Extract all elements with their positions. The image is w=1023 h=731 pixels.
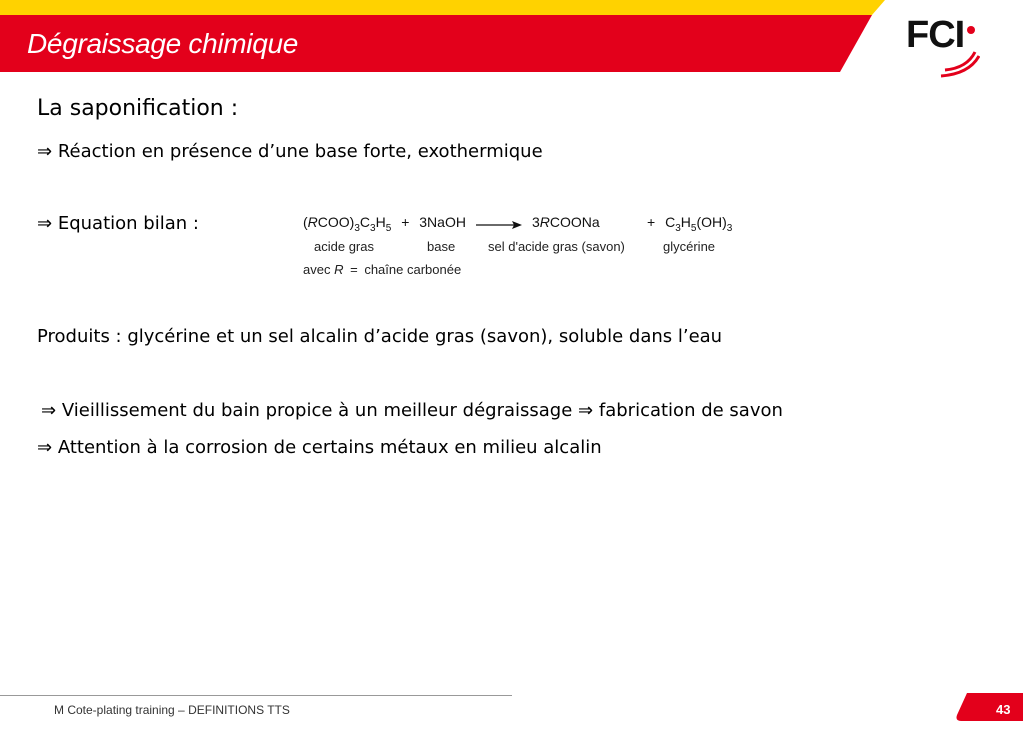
warning-line xyxy=(37,437,602,458)
eq-text: ( xyxy=(303,214,308,230)
eq-r: R xyxy=(307,214,318,230)
chemical-equation xyxy=(303,214,466,234)
eq-text: 3 xyxy=(532,214,540,230)
eq-text: (OH) xyxy=(696,214,727,230)
page-number: 43 xyxy=(996,702,1011,717)
eq-text: H xyxy=(680,214,691,230)
aging-text: Vieillissement du bain propice à un meilleur dégraissage xyxy=(61,400,573,421)
eq-r: R xyxy=(334,262,344,277)
eq-text: chaîne carbonée xyxy=(364,262,462,277)
eq-text: C xyxy=(665,214,676,230)
eq-sub: 3 xyxy=(370,222,376,234)
eq-plus: + xyxy=(647,214,656,230)
eq-r: R xyxy=(539,214,550,230)
section-heading: La saponification : xyxy=(37,96,239,121)
implies-arrow-icon: ⇒ xyxy=(37,437,53,458)
eq-sub: 3 xyxy=(354,222,360,234)
page-number-tab xyxy=(955,693,1023,721)
product-glycerine-formula xyxy=(647,214,732,234)
eq-plus: + xyxy=(401,214,410,230)
equation-label: Equation bilan : xyxy=(57,213,199,234)
implies-arrow-icon: ⇒ xyxy=(37,213,53,234)
eq-text: H xyxy=(375,214,386,230)
footer-text: M Cote-plating training – DEFINITIONS TTS xyxy=(54,703,290,717)
reactant-fatty-acid xyxy=(303,214,392,234)
eq-text: avec xyxy=(303,262,331,277)
equation-legend xyxy=(303,262,461,277)
eq-text: COO) xyxy=(317,214,355,230)
eq-sub: 3 xyxy=(726,222,733,234)
footer-divider xyxy=(0,695,512,696)
label-salt: sel d'acide gras (savon) xyxy=(488,239,625,254)
eq-text: COONa xyxy=(549,214,600,230)
eq-sub: 5 xyxy=(385,222,392,234)
logo-text: FCI xyxy=(906,14,965,56)
aging-line xyxy=(41,400,783,421)
implies-arrow-icon: ⇒ xyxy=(578,400,594,421)
product-soap xyxy=(532,214,600,230)
implies-arrow-icon: ⇒ xyxy=(41,400,57,421)
reactant-naoh: 3NaOH xyxy=(419,214,466,230)
warning-text: Attention à la corrosion de certains métaux en milieu alcalin xyxy=(57,437,602,458)
reaction-text: Réaction en présence d’une base forte, exothermique xyxy=(57,141,543,162)
implies-arrow-icon: ⇒ xyxy=(37,141,53,162)
eq-sub: 5 xyxy=(690,222,697,234)
label-base: base xyxy=(427,239,456,254)
products-line: Produits : glycérine et un sel alcalin d’acide gras (savon), soluble dans l’eau xyxy=(37,326,723,347)
equation-label-line xyxy=(37,213,199,234)
aging-result-text: fabrication de savon xyxy=(598,400,783,421)
eq-text: = xyxy=(350,262,358,277)
reaction-arrow-icon xyxy=(476,219,522,231)
eq-sub: 3 xyxy=(675,222,681,234)
eq-text: C xyxy=(359,214,371,230)
slide-title: Dégraissage chimique xyxy=(27,28,299,59)
reaction-line xyxy=(37,141,543,162)
label-acid: acide gras xyxy=(314,239,374,254)
label-glycerine: glycérine xyxy=(663,239,716,254)
